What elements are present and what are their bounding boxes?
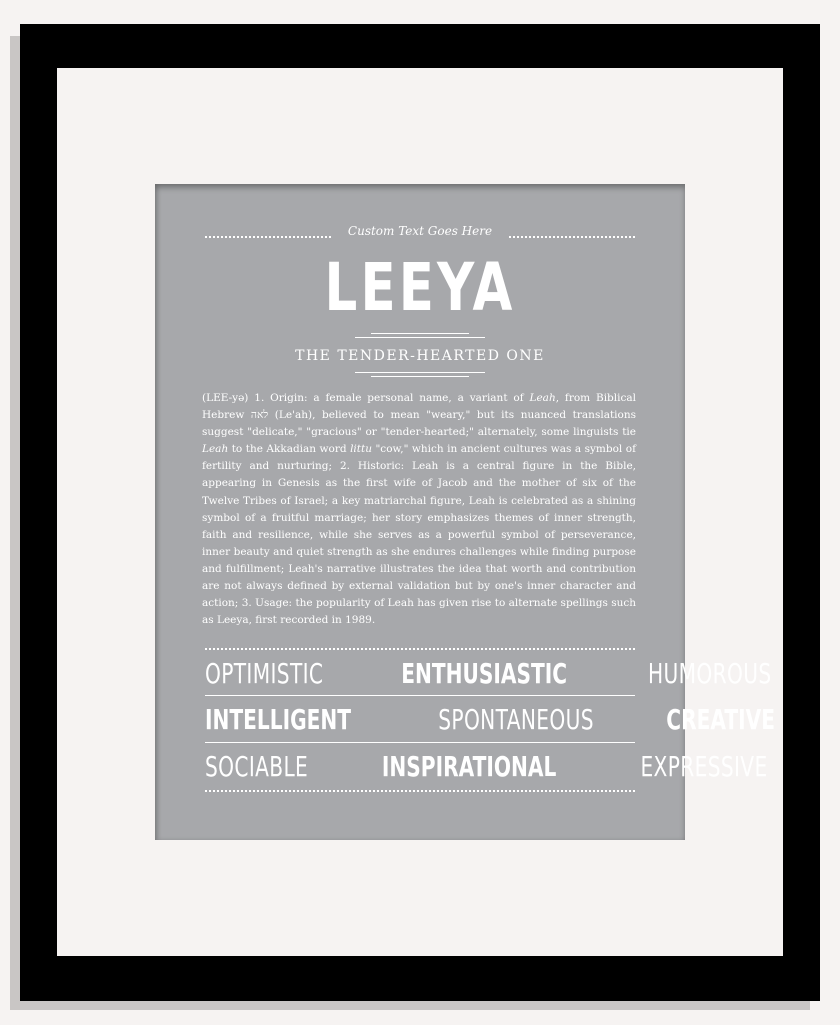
dotted-divider-traits-bottom [205,790,635,792]
trait-word: CREATIVE [666,703,776,736]
frame-mat [57,68,783,956]
custom-text: Custom Text Goes Here [347,224,493,238]
trait-row [205,750,768,784]
trait-row-rule [205,742,635,743]
trait-word: SPONTANEOUS [438,703,594,736]
definition-text: to the Akkadian word [228,443,351,456]
trait-row [205,703,776,737]
rule-bottom-long [355,372,485,373]
trait-word: OPTIMISTIC [205,657,324,690]
trait-word: INTELLIGENT [205,703,352,736]
definition-text: , from Biblical Hebrew [202,392,636,422]
definition-italic: Leah [202,443,229,456]
tagline: THE TENDER-HEARTED ONE [295,348,545,364]
picture-frame [20,24,820,1001]
definition-text: (Le'ah), believed to mean "weary," but its nuanced translations suggest "delicate," "gracious" or "tender-hearted;" alternately, some linguists tie [202,409,637,439]
trait-word: SOCIABLE [205,750,309,783]
rule-top-long [355,337,485,338]
trait-word: EXPRESSIVE [640,750,768,783]
trait-word: INSPIRATIONAL [382,750,557,783]
trait-word: ENTHUSIASTIC [401,657,568,690]
pronunciation: (LEE-yə) [202,392,249,404]
trait-row-rule [205,695,635,696]
definition-text: "cow," which in ancient cultures was a symbol of fertility and nurturing; 2. Historic: Leah is a central figure in the Bible, appearing in Genesis as the first wife of Jacob and the mother of six of the Twelve Tribes of Israel; a key matriarchal figure, Leah is celebrated as a shining symbol of a fruitful marriage; her story emphasizes themes of inner strength, faith and resilience, while she serves as a powerful symbol of perseverance, inner beauty and quiet strength as she endures challenges while finding purpose and fulfillment; Leah's narrative illustrates the idea that worth and contribution are not always defined by external validation but by one's inner character and action; 3. Usage: the popularity of Leah has given rise to alternate spellings such as Leeya, first recorded in 1989. [202,443,636,627]
rule-top-short [371,333,469,334]
hebrew-word: לאה [250,409,269,422]
custom-text-row [205,224,635,244]
name-print [155,184,776,840]
trait-row [205,657,772,691]
definition-italic: Leah [529,392,556,404]
rule-bottom-short [371,376,469,377]
definition-italic: littu [350,443,372,456]
name-definition [202,390,636,629]
dotted-divider-right [509,236,635,238]
trait-word: HUMOROUS [647,657,772,690]
definition-text: 1. Origin: a female personal name, a variant of [248,392,530,404]
name-title: LEEYA [324,249,516,326]
dotted-divider-traits-top [205,648,635,650]
